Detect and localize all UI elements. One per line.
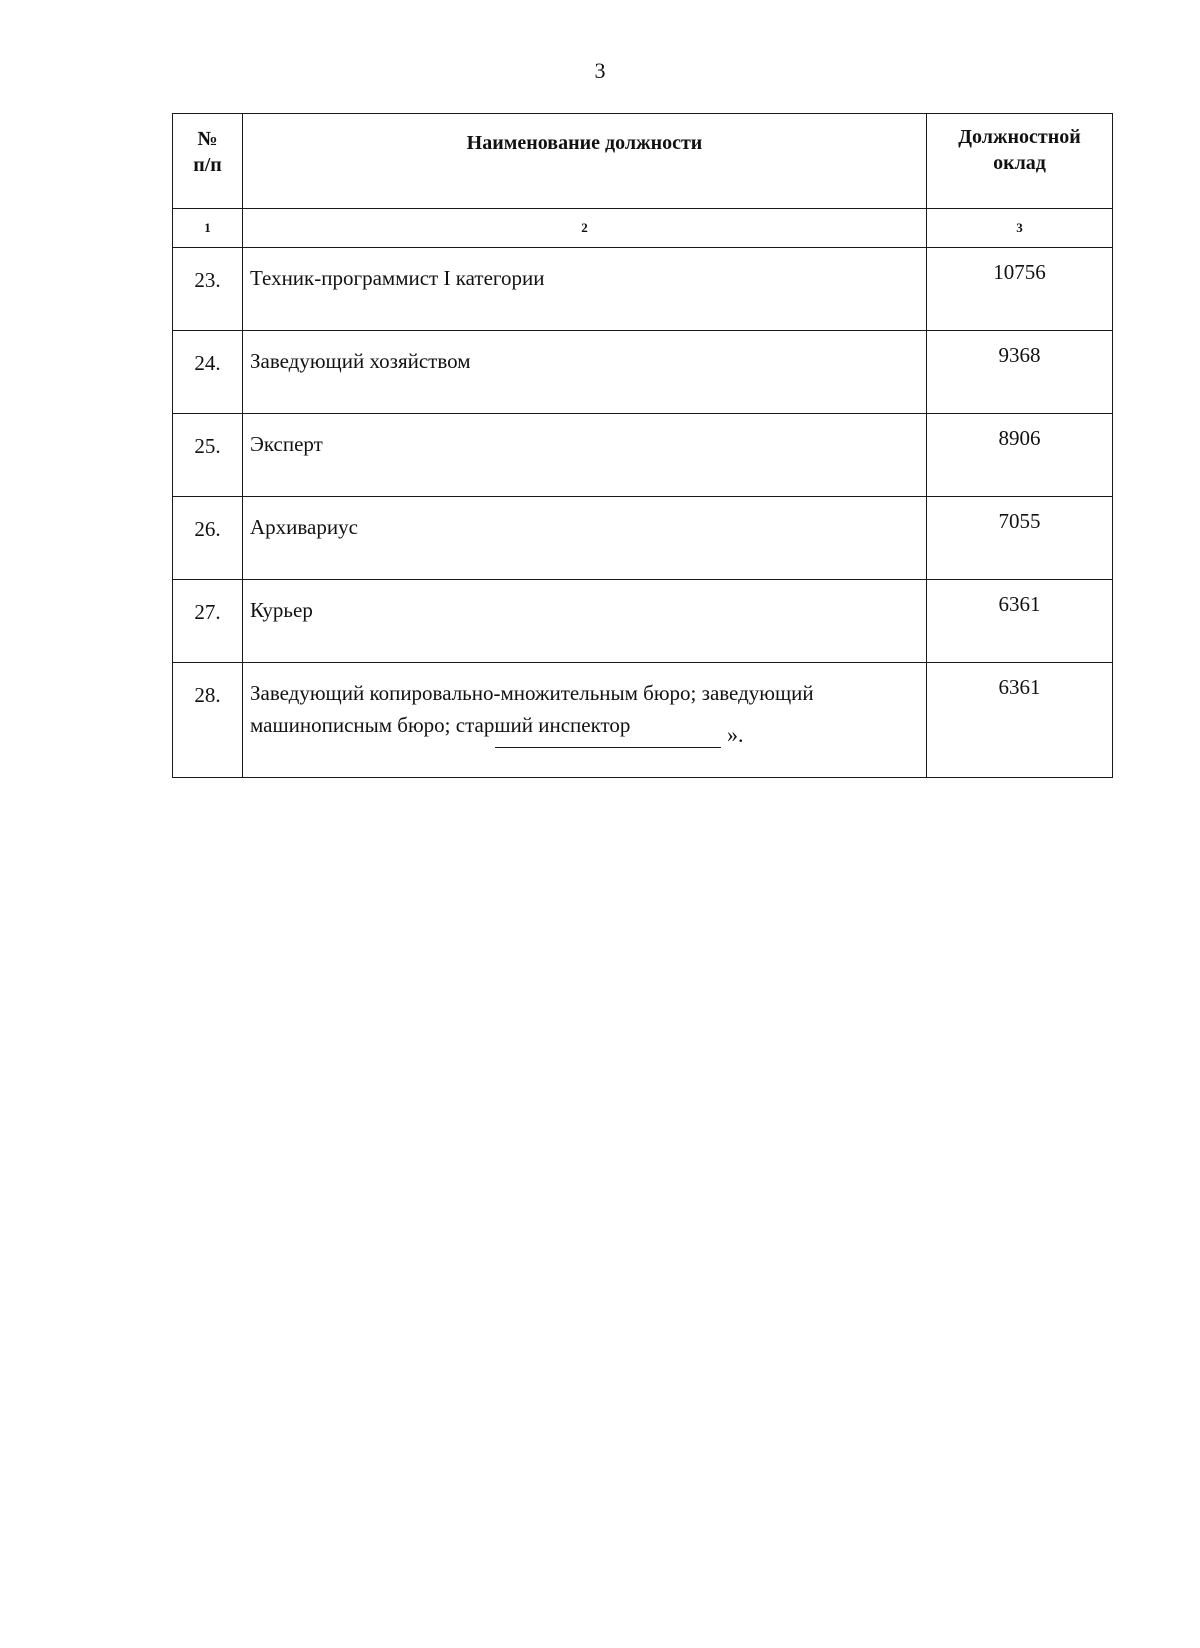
signature-blank-line [495, 725, 721, 748]
position-name: Архивариус [243, 497, 927, 580]
closing-mark [495, 722, 744, 748]
salary-value: 10756 [927, 248, 1113, 331]
header-number [173, 114, 243, 209]
table-row [173, 331, 1113, 414]
row-number: 27. [173, 580, 243, 663]
page-number: 3 [594, 58, 606, 83]
position-name: Эксперт [243, 414, 927, 497]
header-salary [927, 114, 1113, 209]
position-name: Техник-программист I категории [243, 248, 927, 331]
row-number: 25. [173, 414, 243, 497]
salary-value: 6361 [927, 663, 1113, 778]
position-name: Заведующий хозяйством [243, 331, 927, 414]
header-salary-line2: оклад [993, 152, 1046, 174]
row-number: 24. [173, 331, 243, 414]
closing-quote: ». [727, 722, 744, 747]
table-row [173, 414, 1113, 497]
header-row [173, 114, 1113, 209]
header-number-line2: п/п [193, 154, 222, 176]
salary-value: 8906 [927, 414, 1113, 497]
table-row [173, 663, 1113, 778]
column-index-1: 1 [173, 209, 243, 248]
salary-value: 9368 [927, 331, 1113, 414]
salary-table [172, 113, 1113, 778]
row-number: 23. [173, 248, 243, 331]
table-row [173, 580, 1113, 663]
column-index-2: 2 [243, 209, 927, 248]
column-index-row [173, 209, 1113, 248]
salary-value: 7055 [927, 497, 1113, 580]
header-salary-line1: Должностной [958, 126, 1081, 148]
position-name: Курьер [243, 580, 927, 663]
table-row [173, 248, 1113, 331]
header-position-name: Наименование должности [243, 114, 927, 209]
table-row [173, 497, 1113, 580]
salary-value: 6361 [927, 580, 1113, 663]
row-number: 28. [173, 663, 243, 778]
header-number-line1: № [197, 128, 218, 150]
position-name: Заведующий копировально-множительным бюро; заведующий машинописным бюро; старший инспектор [243, 663, 927, 778]
column-index-3: 3 [927, 209, 1113, 248]
row-number: 26. [173, 497, 243, 580]
